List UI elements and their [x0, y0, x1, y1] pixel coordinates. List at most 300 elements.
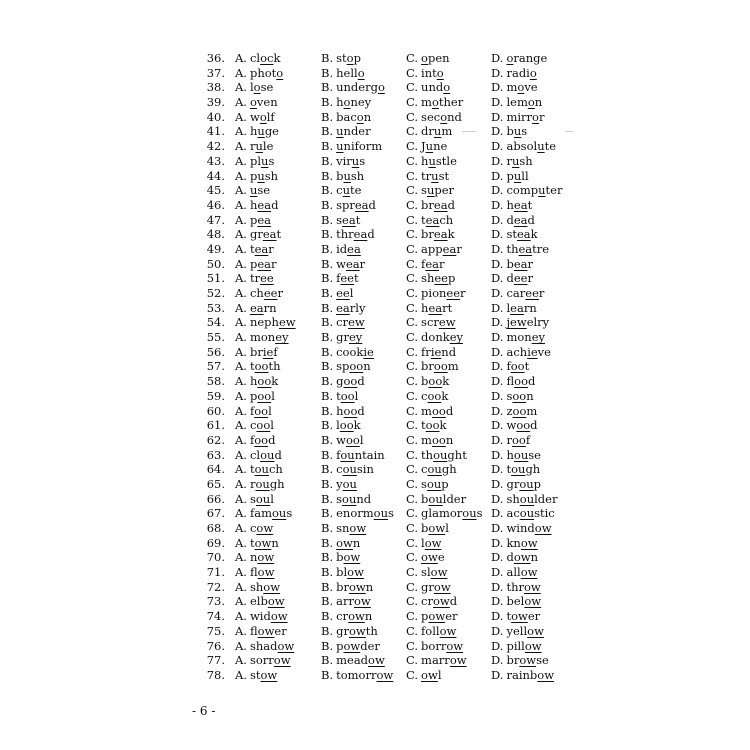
- option-word: bear: [506, 256, 534, 271]
- option-a: [235, 462, 283, 477]
- option-letter: A.: [235, 212, 247, 227]
- underlined-sound: ea: [354, 197, 369, 212]
- option-word: tree: [249, 271, 274, 286]
- option-d: [491, 227, 538, 242]
- option-letter: C.: [406, 139, 419, 154]
- underlined-sound: u: [537, 139, 545, 154]
- option-letter: C.: [406, 168, 419, 183]
- underlined-sound: ow: [263, 579, 281, 594]
- option-letter: B.: [321, 344, 334, 359]
- question-row: [203, 609, 583, 624]
- option-letter: A.: [235, 51, 247, 65]
- option-word: bow: [336, 550, 361, 565]
- option-letter: A.: [235, 183, 247, 198]
- option-a: [235, 315, 296, 330]
- underlined-sound: ou: [342, 476, 357, 491]
- option-letter: B.: [321, 623, 334, 638]
- underlined-sound: ea: [254, 241, 269, 256]
- option-letter: C.: [406, 197, 419, 212]
- option-letter: C.: [406, 315, 419, 330]
- question-number: 36.: [206, 51, 225, 65]
- option-word: thought: [421, 447, 467, 462]
- option-letter: C.: [406, 609, 419, 624]
- option-word: food: [249, 432, 276, 447]
- option-d: [491, 169, 529, 184]
- underlined-sound: u: [343, 168, 351, 183]
- option-d: [491, 286, 544, 301]
- underlined-sound: ee: [434, 271, 448, 286]
- option-letter: B.: [321, 153, 334, 168]
- option-letter: C.: [406, 80, 419, 95]
- underlined-sound: o: [436, 65, 444, 80]
- underlined-sound: ow: [343, 638, 361, 653]
- underlined-sound: ow: [336, 535, 353, 550]
- underlined-sound: ow: [534, 521, 552, 535]
- option-b: [321, 609, 372, 624]
- underlined-sound: ie: [527, 344, 538, 359]
- underlined-sound: ie: [363, 344, 374, 359]
- option-word: show: [249, 579, 281, 594]
- option-word: cool: [249, 418, 274, 433]
- option-b: [321, 169, 364, 184]
- option-word: spread: [336, 197, 376, 212]
- option-a: [235, 139, 273, 154]
- option-b: [321, 521, 366, 536]
- option-letter: A.: [235, 330, 247, 345]
- underlined-sound: ea: [342, 212, 356, 227]
- option-word: shadow: [249, 638, 295, 653]
- option-letter: C.: [406, 300, 419, 315]
- option-letter: B.: [321, 403, 334, 418]
- option-word: pea: [249, 212, 272, 227]
- option-word: crew: [336, 315, 365, 330]
- question-number: 58.: [206, 374, 225, 389]
- option-word: orange: [506, 51, 548, 65]
- question-number: 54.: [206, 315, 225, 330]
- option-c: [406, 448, 467, 463]
- underlined-sound: ow: [424, 535, 442, 550]
- underlined-sound: ea: [513, 197, 528, 212]
- option-letter: B.: [321, 550, 334, 565]
- option-a: [235, 227, 281, 242]
- question-row: [203, 242, 583, 257]
- option-word: broom: [421, 359, 459, 374]
- option-b: [321, 668, 393, 683]
- option-letter: C.: [406, 359, 419, 374]
- underlined-sound: oo: [340, 388, 355, 403]
- question-number: 57.: [206, 359, 225, 374]
- option-word: achieve: [506, 344, 551, 359]
- option-d: [491, 183, 562, 198]
- option-word: mirror: [506, 109, 545, 124]
- underlined-sound: ow: [524, 579, 541, 594]
- option-word: flow: [249, 565, 275, 580]
- option-letter: B.: [321, 374, 334, 389]
- option-word: touch: [249, 462, 283, 477]
- option-b: [321, 359, 371, 374]
- option-d: [491, 492, 557, 507]
- underlined-sound: o: [529, 65, 537, 80]
- option-c: [406, 668, 442, 683]
- underlined-sound: ow: [348, 623, 366, 638]
- option-word: June: [421, 139, 448, 154]
- option-word: enormous: [336, 506, 394, 521]
- option-letter: B.: [321, 667, 334, 682]
- question-row: [203, 477, 583, 492]
- option-letter: A.: [235, 197, 247, 212]
- option-letter: D.: [491, 51, 504, 65]
- question-row: [203, 198, 583, 213]
- question-row: [203, 139, 583, 154]
- option-word: friend: [421, 344, 457, 359]
- underlined-sound: oo: [349, 359, 364, 374]
- option-word: acoustic: [506, 506, 555, 521]
- option-letter: D.: [491, 124, 504, 139]
- question-row: [203, 624, 583, 639]
- option-c: [406, 404, 453, 419]
- underlined-sound: ou: [513, 447, 529, 462]
- option-word: cough: [421, 462, 457, 477]
- underlined-sound: oo: [511, 432, 526, 447]
- option-word: group: [506, 476, 542, 491]
- option-c: [406, 80, 450, 95]
- option-letter: D.: [491, 183, 504, 198]
- option-a: [235, 359, 280, 374]
- underlined-sound: o: [346, 51, 354, 65]
- underlined-sound: oo: [343, 374, 358, 389]
- underlined-sound: u: [336, 139, 344, 154]
- option-a: [235, 639, 294, 654]
- option-word: drum: [421, 124, 453, 139]
- option-letter: A.: [235, 535, 247, 550]
- option-a: [235, 330, 289, 345]
- option-letter: D.: [491, 653, 504, 668]
- option-a: [235, 492, 274, 507]
- option-letter: A.: [235, 447, 247, 462]
- underlined-sound: oo: [254, 359, 269, 374]
- option-word: feet: [336, 271, 359, 286]
- option-a: [235, 345, 278, 360]
- underlined-sound: ow: [428, 521, 446, 535]
- underlined-sound: ea: [249, 300, 264, 315]
- option-c: [406, 139, 447, 154]
- option-word: sorrow: [249, 653, 291, 668]
- option-word: window: [506, 521, 552, 535]
- option-word: house: [506, 447, 541, 462]
- option-a: [235, 242, 274, 257]
- option-word: tower: [506, 609, 541, 624]
- option-a: [235, 66, 283, 81]
- question-number: 51.: [206, 271, 225, 286]
- underlined-sound: ow: [519, 653, 537, 668]
- option-letter: A.: [235, 256, 247, 271]
- option-a: [235, 550, 274, 565]
- option-d: [491, 374, 535, 389]
- question-row: [203, 639, 583, 654]
- underlined-sound: ou: [255, 491, 271, 506]
- underlined-sound: u: [513, 168, 522, 183]
- option-word: pull: [506, 168, 529, 183]
- option-a: [235, 506, 292, 521]
- question-row: [203, 536, 583, 551]
- option-c: [406, 271, 455, 286]
- question-number: 64.: [206, 462, 225, 477]
- option-word: heart: [421, 300, 453, 315]
- underlined-sound: ey: [531, 330, 546, 345]
- option-word: cloud: [249, 447, 282, 462]
- option-letter: C.: [406, 227, 419, 242]
- option-c: [406, 506, 483, 521]
- option-word: stow: [249, 667, 278, 682]
- option-letter: A.: [235, 506, 247, 521]
- underlined-sound: ow: [348, 579, 366, 594]
- option-word: bus: [506, 124, 528, 139]
- option-letter: A.: [235, 153, 247, 168]
- option-word: follow: [421, 623, 457, 638]
- option-letter: A.: [235, 609, 247, 624]
- option-letter: A.: [235, 388, 247, 403]
- option-b: [321, 198, 376, 213]
- option-word: money: [506, 330, 546, 345]
- option-word: wood: [506, 418, 538, 433]
- option-word: pool: [249, 388, 275, 403]
- underlined-sound: ou: [511, 462, 526, 477]
- option-word: fountain: [336, 447, 385, 462]
- option-letter: B.: [321, 80, 334, 95]
- option-word: tear: [249, 241, 274, 256]
- option-c: [406, 624, 456, 639]
- question-row: [203, 448, 583, 463]
- option-word: brief: [249, 344, 278, 359]
- option-letter: A.: [235, 418, 247, 433]
- option-letter: D.: [491, 418, 504, 433]
- option-letter: C.: [406, 418, 419, 433]
- option-word: oven: [249, 95, 278, 110]
- option-a: [235, 374, 278, 389]
- option-word: virus: [336, 153, 366, 168]
- option-word: dead: [506, 212, 535, 227]
- option-word: move: [506, 80, 538, 95]
- option-letter: D.: [491, 447, 504, 462]
- option-word: powder: [336, 638, 380, 653]
- option-d: [491, 521, 552, 536]
- option-a: [235, 624, 287, 639]
- option-word: second: [421, 109, 462, 124]
- option-letter: D.: [491, 609, 504, 624]
- option-word: zoom: [506, 403, 538, 418]
- option-letter: B.: [321, 168, 334, 183]
- underlined-sound: ow: [257, 623, 275, 638]
- underlined-sound: o: [259, 109, 267, 124]
- option-d: [491, 95, 542, 110]
- option-letter: A.: [235, 374, 247, 389]
- question-row: [203, 418, 583, 433]
- option-a: [235, 536, 279, 551]
- option-a: [235, 257, 277, 272]
- option-letter: B.: [321, 286, 334, 300]
- underlined-sound: ea: [425, 256, 439, 271]
- option-letter: A.: [235, 300, 247, 315]
- option-letter: C.: [406, 579, 419, 594]
- option-word: huge: [249, 124, 279, 139]
- option-word: sheep: [421, 271, 456, 286]
- option-letter: B.: [321, 256, 334, 271]
- underlined-sound: ou: [433, 447, 448, 462]
- page-number: - 6 -: [192, 704, 216, 718]
- underlined-sound: u: [261, 153, 269, 168]
- option-letter: D.: [491, 403, 504, 418]
- question-row: [203, 462, 583, 477]
- option-letter: B.: [321, 271, 334, 286]
- underlined-sound: o: [517, 80, 525, 95]
- underlined-sound: o: [443, 80, 451, 95]
- option-a: [235, 609, 288, 624]
- option-b: [321, 345, 374, 360]
- option-letter: D.: [491, 212, 504, 227]
- option-b: [321, 653, 385, 668]
- option-letter: A.: [235, 359, 247, 374]
- option-c: [406, 550, 445, 565]
- option-word: flower: [249, 623, 287, 638]
- underlined-sound: oo: [433, 359, 448, 374]
- option-letter: C.: [406, 447, 419, 462]
- option-b: [321, 404, 365, 419]
- option-letter: B.: [321, 95, 334, 110]
- underlined-sound: oc: [260, 51, 274, 65]
- question-row: [203, 66, 583, 81]
- option-word: soul: [249, 491, 274, 506]
- option-word: rush: [506, 153, 533, 168]
- option-d: [491, 477, 541, 492]
- underlined-sound: ea: [336, 300, 350, 315]
- option-letter: B.: [321, 227, 334, 242]
- option-c: [406, 95, 463, 110]
- option-word: super: [421, 183, 455, 198]
- option-word: under: [336, 124, 371, 139]
- option-word: fool: [249, 403, 272, 418]
- option-letter: D.: [491, 271, 504, 286]
- underlined-sound: u: [538, 183, 546, 198]
- option-d: [491, 198, 532, 213]
- option-c: [406, 418, 447, 433]
- option-c: [406, 242, 462, 257]
- option-word: growth: [336, 623, 378, 638]
- question-row: [203, 257, 583, 272]
- underlined-sound: o: [506, 51, 514, 65]
- option-word: cook: [421, 388, 449, 403]
- option-c: [406, 286, 466, 301]
- underlined-sound: ee: [446, 286, 461, 300]
- underlined-sound: ou: [426, 476, 442, 491]
- option-c: [406, 169, 449, 184]
- underlined-sound: oo: [431, 432, 446, 447]
- underlined-sound: jew: [506, 315, 527, 330]
- option-b: [321, 433, 364, 448]
- option-letter: B.: [321, 124, 334, 139]
- option-c: [406, 653, 467, 668]
- option-letter: D.: [491, 286, 504, 300]
- option-c: [406, 198, 455, 213]
- option-c: [406, 330, 463, 345]
- option-letter: B.: [321, 139, 334, 154]
- underlined-sound: ow: [524, 638, 542, 653]
- option-c: [406, 257, 444, 272]
- option-letter: C.: [406, 565, 419, 580]
- option-letter: B.: [321, 359, 334, 374]
- underlined-sound: ea: [257, 212, 272, 227]
- underlined-sound: o: [356, 109, 364, 124]
- option-letter: A.: [235, 579, 247, 594]
- underlined-sound: ou: [519, 491, 535, 506]
- option-letter: A.: [235, 667, 247, 682]
- option-word: radio: [506, 65, 537, 80]
- underlined-sound: ow: [270, 609, 288, 624]
- underlined-sound: ou: [519, 476, 534, 491]
- option-c: [406, 213, 453, 228]
- underlined-sound: ey: [348, 330, 363, 345]
- underlined-sound: oo: [514, 374, 528, 389]
- option-b: [321, 51, 361, 66]
- question-number: 47.: [206, 212, 225, 227]
- underlined-sound: ow: [421, 667, 438, 682]
- underlined-sound: ow: [267, 594, 285, 609]
- question-row: [203, 124, 583, 139]
- underlined-sound: ow: [511, 609, 528, 624]
- option-word: career: [506, 286, 545, 300]
- option-word: open: [421, 51, 450, 65]
- option-letter: A.: [235, 550, 247, 565]
- option-word: cow: [249, 521, 274, 535]
- option-letter: C.: [406, 535, 419, 550]
- underlined-sound: ou: [254, 462, 269, 477]
- underlined-sound: ow: [260, 667, 278, 682]
- option-word: foot: [506, 359, 530, 374]
- question-row: [203, 154, 583, 169]
- underlined-sound: oo: [512, 388, 527, 403]
- option-letter: B.: [321, 109, 334, 124]
- option-d: [491, 624, 544, 639]
- pronunciation-question-list: [203, 51, 583, 683]
- option-word: famous: [249, 506, 293, 521]
- option-word: grow: [421, 579, 451, 594]
- option-letter: B.: [321, 51, 334, 65]
- option-letter: D.: [491, 579, 504, 594]
- underlined-sound: ie: [430, 344, 442, 359]
- option-letter: A.: [235, 594, 247, 609]
- option-letter: B.: [321, 65, 334, 80]
- underlined-sound: u: [433, 124, 442, 139]
- underlined-sound: ou: [462, 506, 477, 521]
- option-word: computer: [506, 183, 563, 198]
- question-number: 41.: [206, 124, 225, 139]
- option-letter: D.: [491, 374, 504, 389]
- question-number: 66.: [206, 491, 225, 506]
- underlined-sound: ow: [254, 535, 272, 550]
- underlined-sound: oo: [339, 418, 354, 433]
- option-word: took: [421, 418, 447, 433]
- option-letter: C.: [406, 95, 419, 110]
- question-number: 62.: [206, 432, 225, 447]
- option-word: bush: [336, 168, 365, 183]
- option-letter: B.: [321, 579, 334, 594]
- option-a: [235, 110, 275, 125]
- option-letter: D.: [491, 388, 504, 403]
- option-b: [321, 66, 365, 81]
- option-c: [406, 315, 456, 330]
- question-row: [203, 213, 583, 228]
- option-a: [235, 301, 277, 316]
- option-letter: A.: [235, 109, 247, 124]
